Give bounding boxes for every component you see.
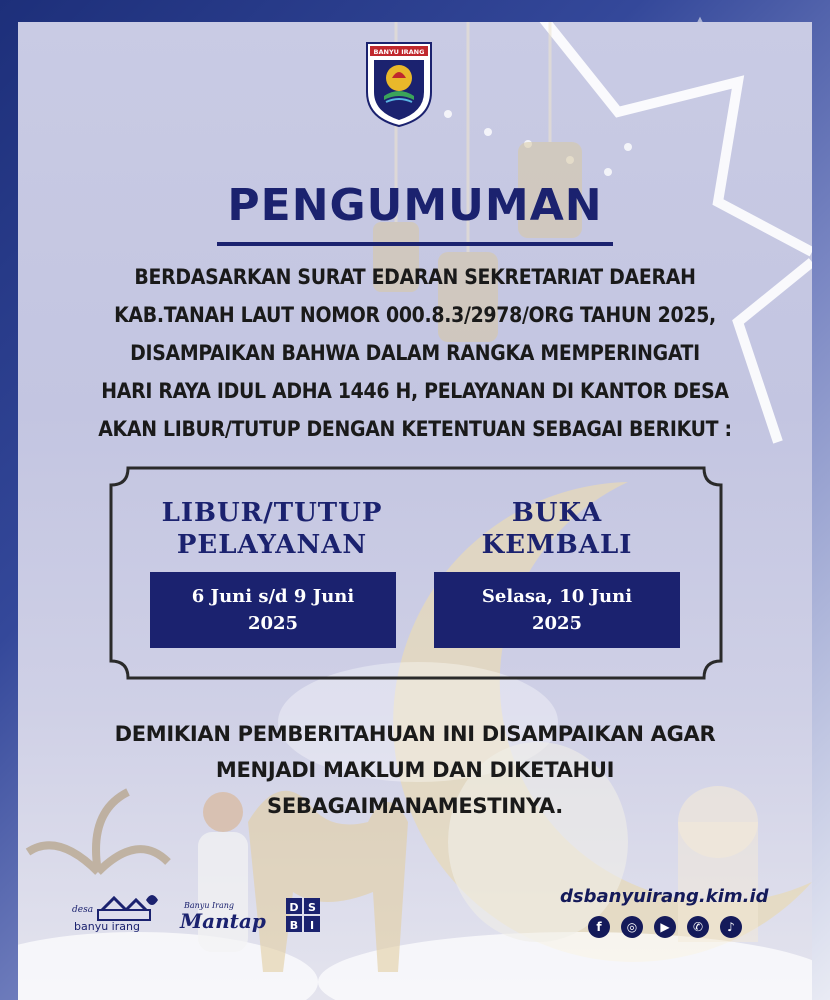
svg-text:banyu irang: banyu irang: [74, 920, 140, 933]
closing-text: [90, 716, 740, 824]
svg-text:Mantap: Mantap: [180, 909, 266, 933]
closing-line: DEMIKIAN PEMBERITAHUAN INI DISAMPAIKAN AGAR: [114, 722, 716, 746]
svg-text:I: I: [309, 919, 315, 932]
intro-line: BERDASARKAN SURAT EDARAN SEKRETARIAT DAERAH: [134, 265, 696, 289]
intro-line: HARI RAYA IDUL ADHA 1446 H, PELAYANAN DI KANTOR DESA: [101, 379, 729, 403]
svg-text:S: S: [308, 901, 316, 914]
banyu-irang-logo: [364, 40, 434, 128]
youtube-icon[interactable]: ▶: [654, 916, 676, 938]
closed-title: [142, 497, 402, 561]
instagram-icon[interactable]: ◎: [621, 916, 643, 938]
closing-line: MENJADI MAKLUM DAN DIKETAHUI SEBAGAIMANAMESTINYA.: [215, 758, 615, 818]
reopen-date-line: 2025: [531, 613, 583, 634]
closed-title-line: LIBUR/TUTUP: [161, 498, 383, 528]
svg-text:B: B: [289, 919, 299, 932]
intro-line: KAB.TANAH LAUT NOMOR 000.8.3/2978/ORG TAHUN 2025,: [114, 303, 716, 327]
reopen-date-line: Selasa, 10 Juni: [481, 586, 633, 607]
tiktok-icon[interactable]: ♪: [720, 916, 742, 938]
banyu-irang-mantap-logo: [179, 901, 266, 933]
closed-date-line: 2025: [247, 613, 299, 634]
svg-text:Banyu Irang: Banyu Irang: [184, 901, 235, 910]
intro-text: [90, 258, 740, 448]
whatsapp-icon[interactable]: ✆: [687, 916, 709, 938]
intro-line: DISAMPAIKAN BAHWA DALAM RANGKA MEMPERINGATI: [130, 341, 700, 365]
title-underline: [217, 242, 613, 246]
closed-date-box: [150, 572, 396, 648]
intro-line: AKAN LIBUR/TUTUP DENGAN KETENTUAN SEBAGAI BERIKUT :: [98, 417, 732, 441]
svg-text:desa: desa: [72, 905, 94, 915]
svg-text:D: D: [289, 901, 299, 914]
facebook-icon[interactable]: f: [588, 916, 610, 938]
reopen-title-line: BUKA: [511, 498, 603, 528]
reopen-date-box: [434, 572, 680, 648]
desa-banyu-irang-logo: [72, 895, 158, 933]
dsbi-logo: [286, 898, 320, 932]
reopen-title: [427, 497, 687, 561]
reopen-title-line: KEMBALI: [481, 530, 633, 560]
website-link[interactable]: dsbanyuirang.kim.id: [560, 886, 769, 907]
svg-text:BANYU IRANG: BANYU IRANG: [373, 48, 425, 56]
closed-title-line: PELAYANAN: [176, 530, 368, 560]
footer-logos: [72, 880, 352, 950]
closed-date-line: 6 Juni s/d 9 Juni: [191, 586, 355, 607]
social-icons: [588, 916, 742, 938]
page-title: PENGUMUMAN: [227, 180, 603, 231]
